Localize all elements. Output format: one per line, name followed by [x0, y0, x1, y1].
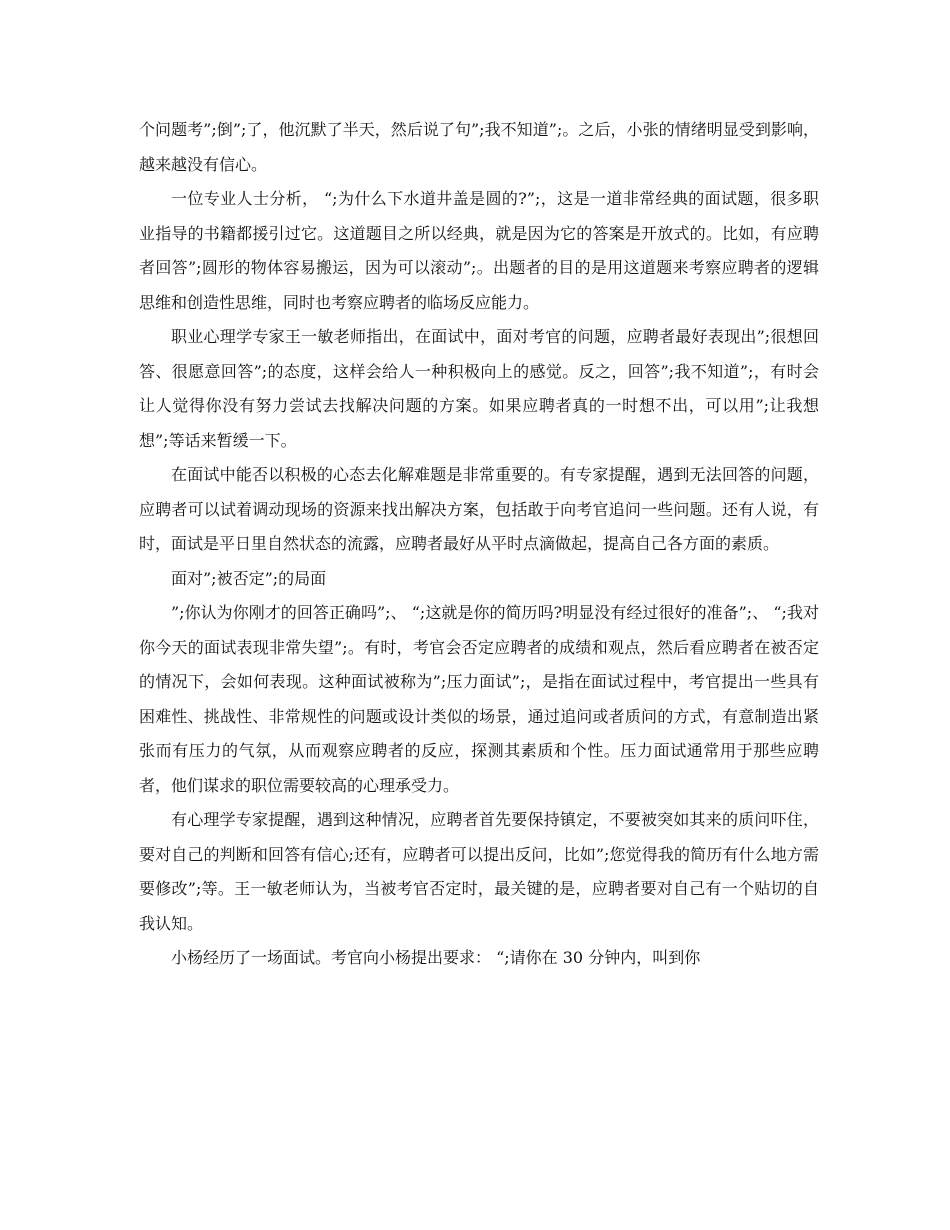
section-heading: 面对”;被否定”;的局面 — [171, 568, 327, 588]
paragraph-7: 小杨经历了一场面试。考官向小杨提出要求： “;请你在 30 分钟内，叫到你 — [171, 948, 701, 967]
document-page — [139, 113, 819, 976]
paragraph-3: 职业心理学专家王一敏老师指出，在面试中，面对考官的问题，应聘者最好表现出”;很想回答、很愿意回答”;的态度，这样会给人一种积极向上的感觉。反之，回答”;我不知道”;，有时会让人觉得你没有努力尝试去找解决问题的方案。如果应聘者真的一时想不出，可以用”;让我想想”;等话来暂缓一下。 — [139, 327, 819, 450]
paragraph-1: 个问题考”;倒”;了，他沉默了半天，然后说了句”;我不知道”;。之后，小张的情绪明显受到影响，越来越没有信心。 — [139, 120, 819, 174]
paragraph-4: 在面试中能否以积极的心态去化解难题是非常重要的。有专家提醒，遇到无法回答的问题，应聘者可以试着调动现场的资源来找出解决方案，包括敢于向考官追问一些问题。还有人说，有时，面试是平日里自然状态的流露，应聘者最好从平时点滴做起，提高自己各方面的素质。 — [139, 465, 819, 553]
paragraph-6: 有心理学专家提醒，遇到这种情况，应聘者首先要保持镇定，不要被突如其来的质问吓住，要对自己的判断和回答有信心;还有，应聘者可以提出反问，比如”;您觉得我的简历有什么地方需要修改”;等。王一敏老师认为，当被考官否定时，最关键的是，应聘者要对自己有一个贴切的自我认知。 — [139, 810, 819, 933]
paragraph-2: 一位专业人士分析， “;为什么下水道井盖是圆的?”;，这是一道非常经典的面试题，很多职业指导的书籍都援引过它。这道题目之所以经典，就是因为它的答案是开放式的。比如，有应聘者回答”;圆形的物体容易搬运，因为可以滚动”;。出题者的目的是用这道题来考察应聘者的逻辑思维和创造性思维，同时也考察应聘者的临场反应能力。 — [139, 189, 819, 312]
paragraph-5: ”;你认为你刚才的回答正确吗”;、 “;这就是你的简历吗?明显没有经过很好的准备”;、 “;我对你今天的面试表现非常失望”;。有时，考官会否定应聘者的成绩和观点，然后看应聘者在被否定的情况下，会如何表现。这种面试被称为”;压力面试”;，是指在面试过程中，考官提出一些具有困难性、挑战性、非常规性的问题或设计类似的场景，通过追问或者质问的方式，有意制造出紧张而有压力的气氛，从而观察应聘者的反应，探测其素质和个性。压力面试通常用于那些应聘者，他们谋求的职位需要较高的心理承受力。 — [139, 603, 819, 795]
